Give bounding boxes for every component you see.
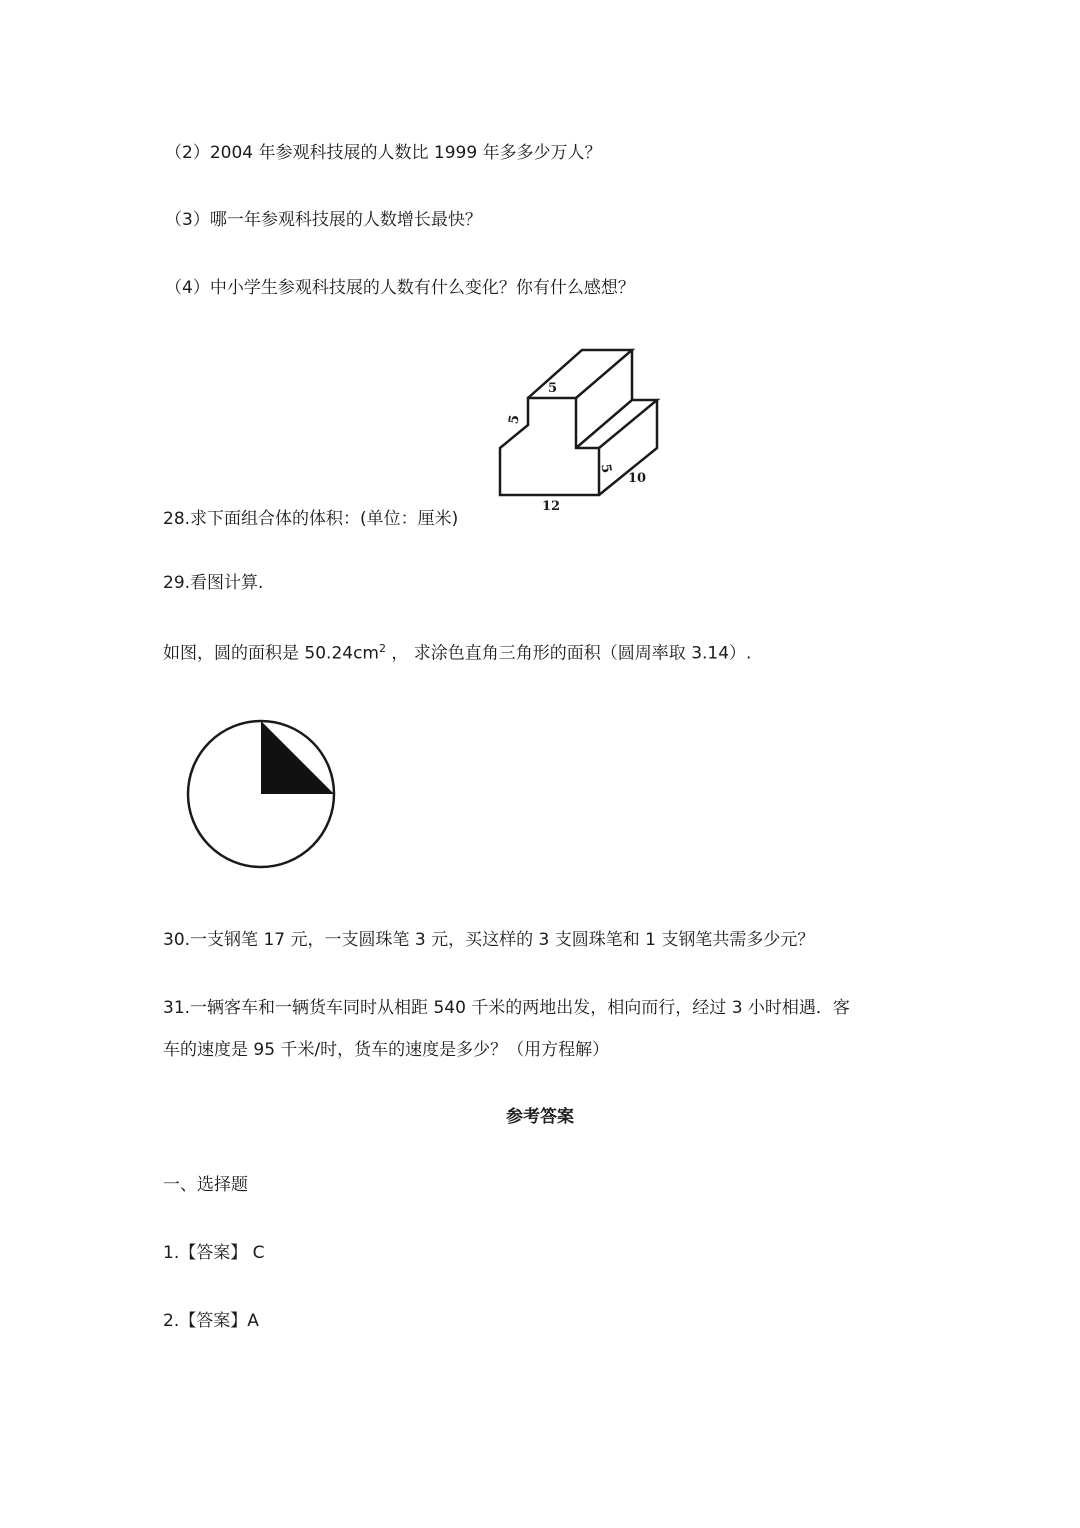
question-29-title: 29.看图计算.	[163, 573, 264, 593]
solid-step-top	[576, 400, 657, 448]
answers-title: 参考答案	[506, 1107, 574, 1127]
label-left-edge: 5	[506, 413, 523, 426]
circle-triangle-figure	[180, 710, 345, 875]
answer-1: 1.【答案】 C	[163, 1243, 265, 1263]
q29-superscript: 2	[378, 642, 386, 655]
q29-text-after: ， 求涂色直角三角形的面积（圆周率取 3.14）.	[385, 643, 752, 664]
question-31-line2: 车的速度是 95 千米/时，货车的速度是多少？（用方程解）	[163, 1040, 610, 1060]
question-28: 28.求下面组合体的体积：(单位：厘米)	[163, 509, 459, 529]
question-29-text	[163, 637, 751, 666]
question-27-part-3: （3）哪一年参观科技展的人数增长最快？	[165, 210, 482, 230]
label-depth-edge: 10	[628, 471, 647, 486]
solid-front-face	[500, 398, 599, 495]
q29-text-before: 如图，圆的面积是 50.24cm	[163, 643, 379, 664]
question-27-part-2: （2）2004 年参观科技展的人数比 1999 年多多少万人？	[165, 143, 602, 163]
question-31-line1: 31.一辆客车和一辆货车同时从相距 540 千米的两地出发，相向而行，经过 3 小时相遇．客	[163, 998, 850, 1018]
label-top-edge: 5	[548, 381, 558, 396]
answer-2: 2.【答案】A	[163, 1311, 259, 1331]
question-27-part-4: （4）中小学生参观科技展的人数有什么变化？你有什么感想？	[165, 278, 635, 298]
solid-top-face	[528, 350, 632, 398]
label-right-edge: 5	[597, 462, 614, 475]
question-30: 30.一支钢笔 17 元，一支圆珠笔 3 元，买这样的 3 支圆珠笔和 1 支钢笔共需多少元？	[163, 930, 815, 950]
label-bottom-edge: 12	[542, 499, 561, 514]
answers-section-1: 一、选择题	[163, 1175, 248, 1195]
composite-solid-figure	[492, 340, 682, 520]
